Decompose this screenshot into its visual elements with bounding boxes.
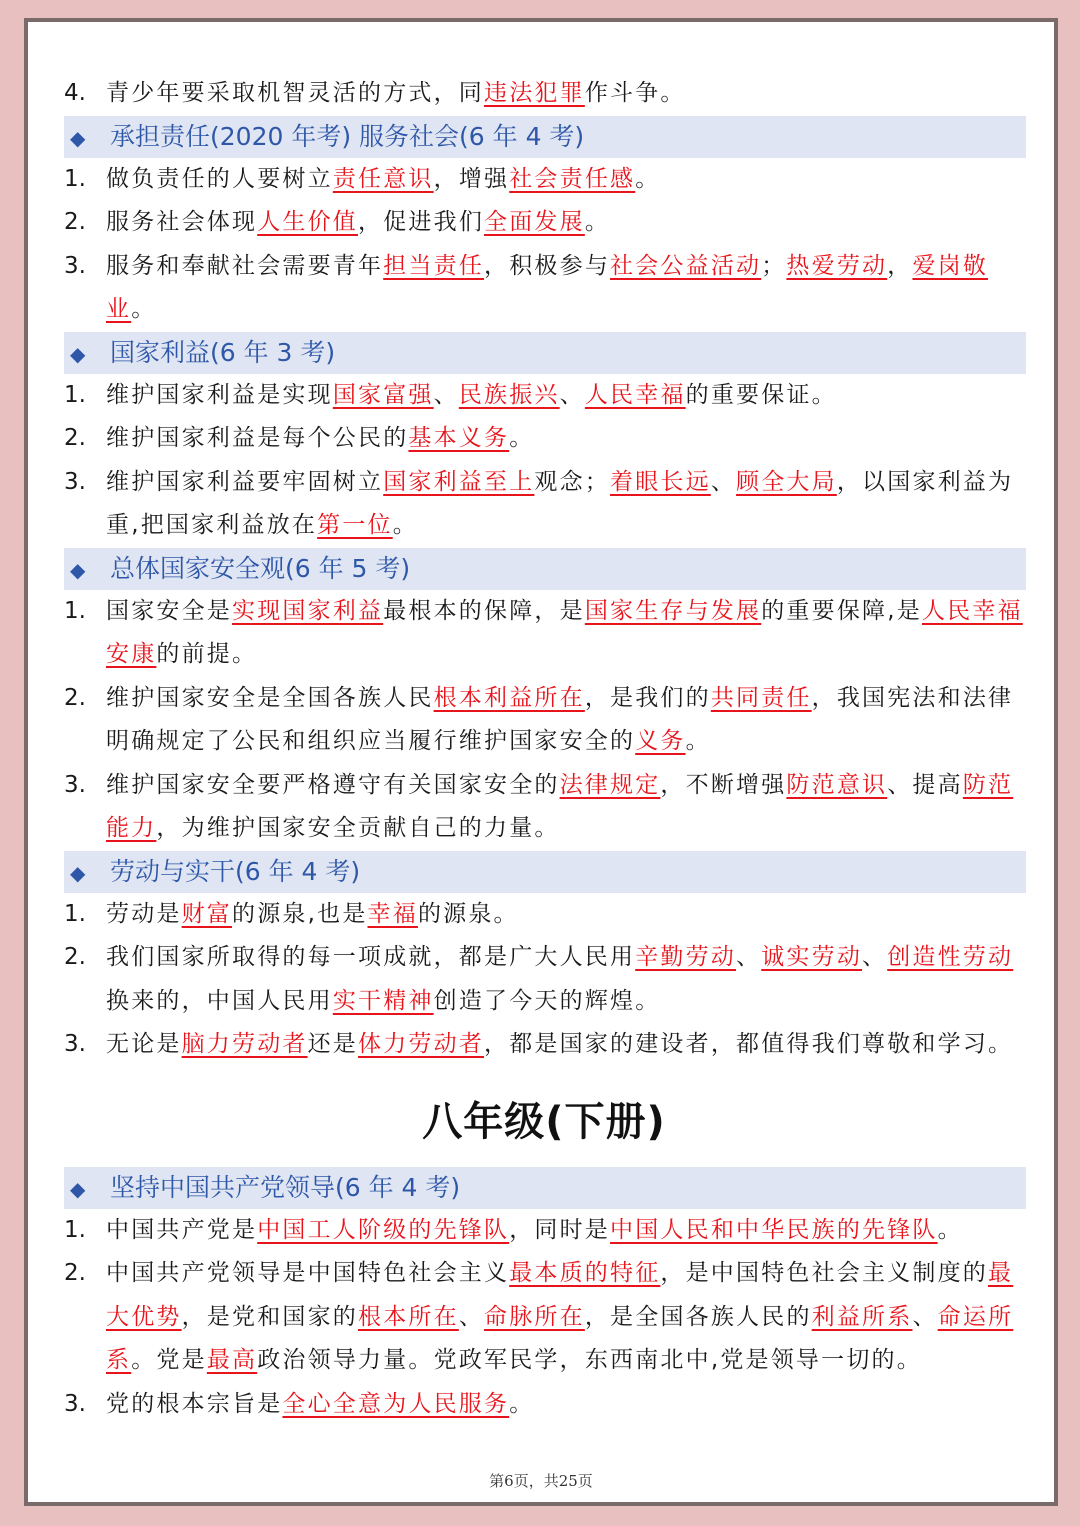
item-text: 服务和奉献社会需要青年 <box>106 252 384 279</box>
key-term: 中国人民和中华民族的先锋队 <box>610 1216 938 1243</box>
key-term: 责任意识 <box>332 165 434 192</box>
section-title: 总体国家安全观(6 年 5 考) <box>110 553 411 583</box>
section-header <box>64 1167 1026 1209</box>
item-text: 。 <box>131 296 157 322</box>
key-term: 民族振兴 <box>458 381 560 408</box>
key-term: 基本义务 <box>408 425 510 451</box>
section-title: 坚持中国共产党领导(6 年 4 考) <box>110 1172 461 1202</box>
list-item <box>64 201 1024 245</box>
item-text: 。 <box>635 165 661 192</box>
key-term: 最高 <box>206 1347 258 1373</box>
key-term: 命脉所在 <box>484 1303 585 1330</box>
key-term: 社会责任感 <box>509 165 636 192</box>
key-term: 实现国家利益 <box>232 597 384 624</box>
item-text: 、提高 <box>887 771 963 798</box>
section-header <box>64 116 1026 158</box>
item-text: 、 <box>559 381 585 408</box>
item-text: ，是全国各族人民的 <box>584 1303 812 1330</box>
diamond-icon: ◆ <box>70 341 86 366</box>
item-text: 的前提。 <box>156 641 258 667</box>
item-text: 维护国家利益是实现 <box>106 381 333 408</box>
list-item <box>64 1383 1024 1427</box>
item-text: 维护国家安全要严格遵守有关国家安全的 <box>106 771 560 798</box>
item-text: 创造了今天的辉煌。 <box>433 987 661 1014</box>
diamond-icon: ◆ <box>70 1176 86 1201</box>
item-text: 、 <box>458 1303 485 1330</box>
key-term: 最大优势 <box>106 1260 1014 1330</box>
item-number: 2. <box>64 1260 86 1286</box>
page-content <box>64 72 1024 1426</box>
item-text: ，是中国特色社会主义制度的 <box>660 1260 989 1286</box>
item-text: ，我国宪法和法律明确规定了公民和组织应当履行维护国家安全的 <box>106 684 1014 754</box>
key-term: 全面发展 <box>484 209 585 235</box>
item-text: 。 <box>509 425 535 451</box>
key-term: 防范意识 <box>786 771 888 798</box>
item-number: 3. <box>64 468 86 495</box>
key-term: 脑力劳动者 <box>181 1031 308 1057</box>
item-number: 3. <box>64 1031 86 1057</box>
item-text: 维护国家利益是每个公民的 <box>106 425 409 451</box>
key-term: 国家生存与发展 <box>584 597 762 624</box>
item-text: 维护国家安全是全国各族人民 <box>106 684 434 711</box>
key-term: 创造性劳动 <box>887 944 1014 970</box>
item-text: 的源泉,也是 <box>232 900 368 927</box>
item-number: 1. <box>64 597 86 624</box>
item-text: ，不断增强 <box>660 771 787 798</box>
diamond-icon: ◆ <box>70 860 86 885</box>
key-term: 热爱劳动 <box>786 252 888 279</box>
key-term: 违法犯罪 <box>484 80 585 106</box>
list-item <box>64 677 1024 764</box>
key-term: 防范能力 <box>106 771 1014 841</box>
grade-heading: 八年级(下册) <box>422 1098 666 1145</box>
list-item <box>64 245 1024 332</box>
item-number: 4. <box>64 80 86 106</box>
item-text: 还是 <box>307 1031 359 1057</box>
item-text: 维护国家利益要牢固树立 <box>106 468 384 495</box>
key-term: 人民幸福安康 <box>106 597 1023 667</box>
list-item <box>64 1023 1024 1067</box>
item-text: 、 <box>912 1303 938 1330</box>
key-term: 最本质的特征 <box>509 1260 661 1286</box>
list-item <box>64 72 1024 116</box>
item-text: 、 <box>862 944 888 970</box>
key-term: 中国工人阶级的先锋队 <box>257 1216 510 1243</box>
item-text: 我们国家所取得的每一项成就，都是广大人民用 <box>106 944 636 970</box>
key-term: 根本利益所在 <box>433 684 585 711</box>
key-term: 法律规定 <box>559 771 661 798</box>
item-text: 党的根本宗旨是 <box>106 1390 283 1417</box>
item-number: 2. <box>64 209 86 235</box>
item-text: 做负责任的人要树立 <box>106 165 333 192</box>
list-item <box>64 158 1024 202</box>
list-item <box>64 764 1024 851</box>
item-number: 1. <box>64 381 86 408</box>
key-term: 共同责任 <box>710 684 812 711</box>
item-text: 最根本的保障，是 <box>383 597 585 624</box>
item-text: ，增强 <box>433 165 510 192</box>
key-term: 命运所系 <box>106 1303 1014 1373</box>
item-number: 2. <box>64 684 86 711</box>
item-text: 。 <box>509 1390 535 1417</box>
list-item <box>64 1252 1024 1383</box>
key-term: 义务 <box>635 728 686 754</box>
item-text: 无论是 <box>106 1031 182 1057</box>
key-term: 实干精神 <box>332 987 434 1014</box>
item-text: ，是党和国家的 <box>181 1303 359 1330</box>
key-term: 人民幸福 <box>584 381 686 408</box>
item-text: 国家安全是 <box>106 597 232 624</box>
key-term: 人生价值 <box>257 209 359 235</box>
item-text: ，都是国家的建设者，都值得我们尊敬和学习。 <box>484 1031 1014 1057</box>
item-number: 3. <box>64 771 86 798</box>
item-text: 。 <box>584 209 611 235</box>
item-text: 观念； <box>534 468 611 495</box>
item-text: 服务社会体现 <box>106 209 258 235</box>
item-text: ， <box>887 252 913 279</box>
item-text: ，以国家利益为重,把国家利益放在 <box>106 468 1014 538</box>
item-text: 中国共产党领导是中国特色社会主义 <box>106 1260 510 1286</box>
item-number: 2. <box>64 944 86 970</box>
key-term: 全心全意为人民服务 <box>282 1390 510 1417</box>
item-number: 1. <box>64 1216 86 1243</box>
item-text: 作斗争。 <box>584 80 686 106</box>
key-term: 财富 <box>181 900 233 927</box>
diamond-icon: ◆ <box>70 125 86 150</box>
diamond-icon: ◆ <box>70 557 86 582</box>
item-text: ，同时是 <box>509 1216 611 1243</box>
item-number: 1. <box>64 900 86 927</box>
item-text: 、 <box>736 944 762 970</box>
item-text: 。 <box>392 512 418 538</box>
list-item <box>64 590 1024 677</box>
key-term: 顾全大局 <box>736 468 837 495</box>
item-text: 的重要保障,是 <box>761 597 922 624</box>
key-term: 体力劳动者 <box>358 1031 485 1057</box>
key-term: 着眼长远 <box>610 468 711 495</box>
item-text: 中国共产党是 <box>106 1216 258 1243</box>
list-item <box>64 417 1024 461</box>
key-term: 根本所在 <box>358 1303 459 1330</box>
section-title: 国家利益(6 年 3 考) <box>110 337 336 367</box>
section-header <box>64 851 1026 893</box>
item-number: 3. <box>64 252 86 279</box>
list-item <box>64 374 1024 418</box>
list-item <box>64 1209 1024 1253</box>
key-term: 幸福 <box>367 900 418 927</box>
section-header <box>64 548 1026 590</box>
item-number: 2. <box>64 425 86 451</box>
item-text: ，为维护国家安全贡献自己的力量。 <box>156 815 560 841</box>
item-text: ，促进我们 <box>358 209 485 235</box>
document-page <box>24 18 1058 1506</box>
item-text: 。 <box>685 728 711 754</box>
key-term: 国家利益至上 <box>383 468 535 495</box>
item-text: 的源泉。 <box>417 900 519 927</box>
key-term: 国家富强 <box>332 381 434 408</box>
item-text: 政治领导力量。党政军民学，东西南北中,党是领导一切的。 <box>257 1347 922 1373</box>
key-term: 第一位 <box>317 512 393 538</box>
key-term: 利益所系 <box>811 1303 913 1330</box>
section-title: 承担责任(2020 年考) 服务社会(6 年 4 考) <box>110 121 585 151</box>
key-term: 爱岗敬业 <box>106 252 989 322</box>
item-text: 青少年要采取机智灵活的方式，同 <box>106 80 484 106</box>
key-term: 辛勤劳动 <box>635 944 737 970</box>
list-item <box>64 893 1024 937</box>
list-item <box>64 461 1024 548</box>
item-text: 、 <box>433 381 459 408</box>
item-text: ，积极参与 <box>484 252 611 279</box>
item-text: 劳动是 <box>106 900 182 927</box>
item-text: ； <box>761 252 787 279</box>
item-number: 3. <box>64 1390 86 1417</box>
page-footer: 第6页，共25页 <box>489 1472 593 1490</box>
item-text: 、 <box>710 468 737 495</box>
key-term: 担当责任 <box>383 252 485 279</box>
section-header <box>64 332 1026 374</box>
key-term: 社会公益活动 <box>610 252 762 279</box>
key-term: 诚实劳动 <box>761 944 863 970</box>
item-text: 。党是 <box>131 1347 207 1373</box>
item-text: ，是我们的 <box>584 684 711 711</box>
list-item <box>64 936 1024 1023</box>
item-text: 换来的，中国人民用 <box>106 987 333 1014</box>
item-number: 1. <box>64 165 86 192</box>
section-title: 劳动与实干(6 年 4 考) <box>110 856 361 886</box>
item-text: 的重要保证。 <box>685 381 837 408</box>
item-text: 。 <box>937 1216 963 1243</box>
